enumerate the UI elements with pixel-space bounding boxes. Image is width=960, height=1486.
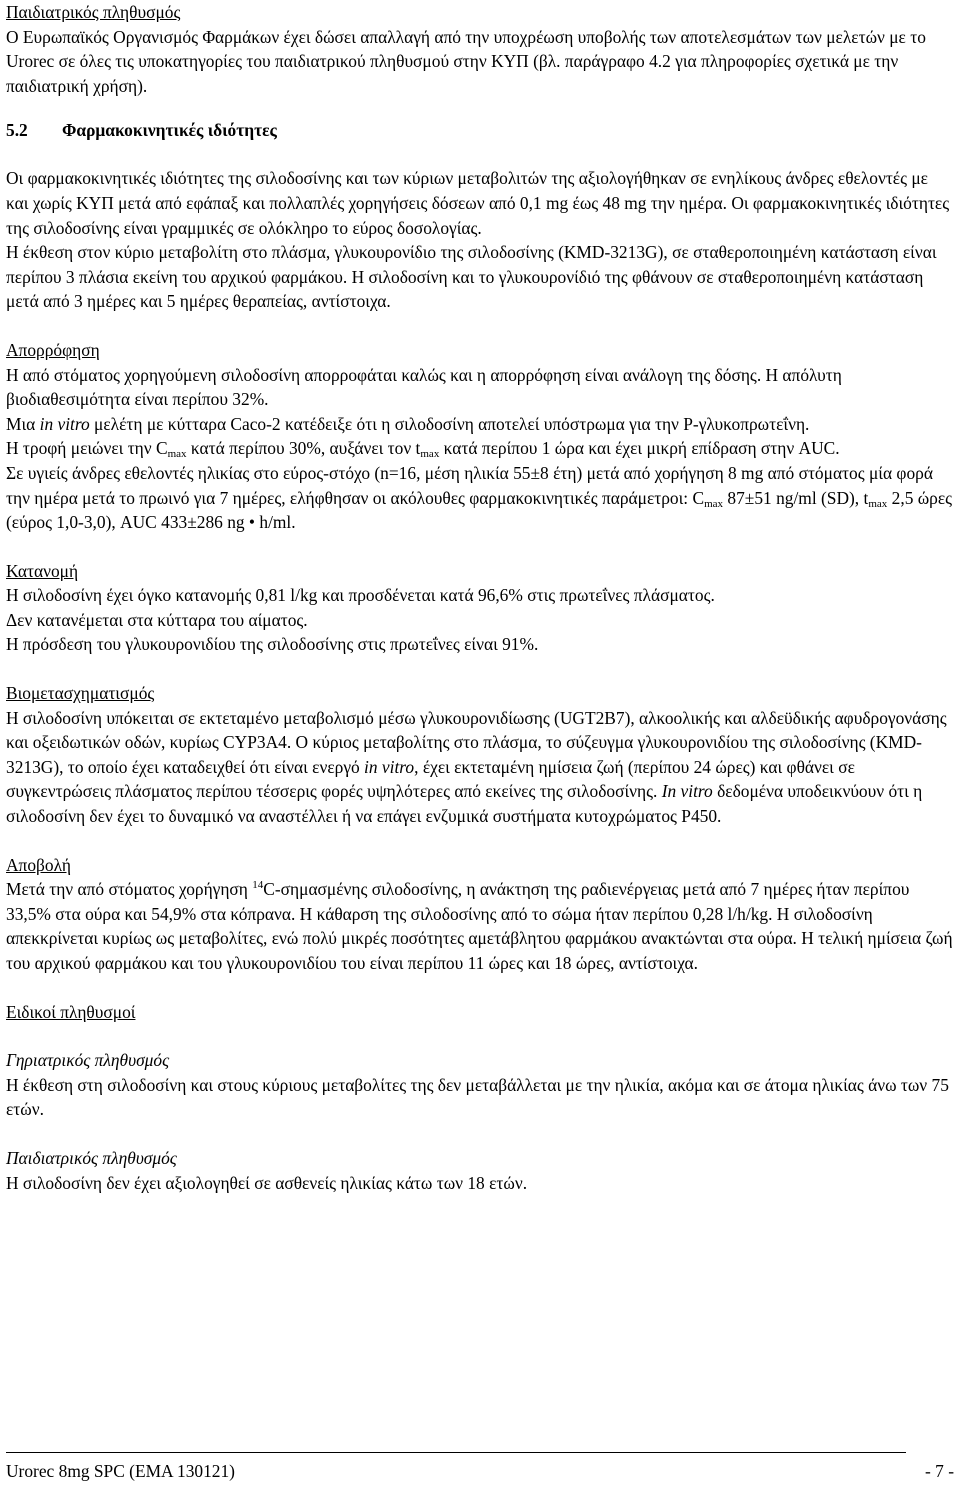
- distribution-heading: Κατανομή: [6, 560, 79, 581]
- distribution-line-1: Η σιλοδοσίνη έχει όγκο κατανομής 0,81 l/kg και προσδένεται κατά 96,6% στις πρωτεΐνες πλάσματος.: [6, 585, 715, 606]
- absorption-paragraph-3: Η τροφή μειώνει την $C_{max}$ κατά περίπου 30%, αυξάνει τον $t_{max}$ κατά περίπου 1 ώρα και έχει μικρή επίδραση στην AUC.: [6, 438, 840, 461]
- absorption-paragraph-2: Μια in vitro μελέτη με κύτταρα Caco-2 κατέδειξε ότι η σιλοδοσίνη αποτελεί υπόστρωμα για την P-γλυκοπρωτεΐνη.: [6, 413, 810, 434]
- pediatric-heading: Παιδιατρικός πληθυσμός: [6, 2, 181, 22]
- pk-exposure-paragraph: Η έκθεση στον κύριο μεταβολίτη στο πλάσμα, γλυκουρονίδιο της σιλοδοσίνης (KMD-3213G), σε σταθεροποιημένη κατάσταση είναι περίπου 3 πλάσια εκείνη του αρχικού φαρμάκου. Η σιλοδοσίνη και το γλυκουρονίδιό της φθάνουν σε σταθεροποιημένη κατάσταση μετά από 3 ημέρες και 5 ημέρες θεραπείας, αντίστοιχα.: [6, 242, 937, 312]
- pediatric-subparagraph: Η σιλοδοσίνη δεν έχει αξιολογηθεί σε ασθενείς ηλικίας κάτω των 18 ετών.: [6, 1172, 528, 1193]
- metabolism-heading: Βιομετασχηματισμός: [6, 683, 155, 704]
- page-footer: [6, 1459, 954, 1483]
- section-heading: [6, 118, 954, 142]
- pediatric-subheading: Παιδιατρικός πληθυσμός: [6, 1147, 177, 1168]
- elimination-heading: Αποβολή: [6, 854, 71, 875]
- absorption-heading: Απορρόφηση: [6, 339, 100, 360]
- pediatric-paragraph: Ο Ευρωπαϊκός Οργανισμός Φαρμάκων έχει δώσει απαλλαγή από την υποχρέωση υποβολής των αποτελεσμάτων των μελετών με το Urorec σε όλες τις υποκατηγορίες του παιδιατρικού πληθυσμού στην ΚΥΠ (βλ. παράγραφο 4.2 για πληροφορίες σχετικά με την παιδιατρική χρήση).: [6, 26, 926, 96]
- elderly-heading: Γηριατρικός πληθυσμός: [6, 1050, 170, 1071]
- distribution-line-3: Η πρόσδεση του γλυκουρονιδίου της σιλοδοσίνης στις πρωτεΐνες είναι 91%.: [6, 634, 539, 655]
- footer-document-id: Urorec 8mg SPC (EMA 130121): [6, 1461, 235, 1481]
- absorption-paragraph-1: Η από στόματος χορηγούμενη σιλοδοσίνη απορροφάται καλώς και η απορρόφηση είναι ανάλογη της δόσης. Η απόλυτη βιοδιαθεσιμότητα είναι περίπου 32%.: [6, 364, 842, 410]
- absorption-paragraph-4: Σε υγιείς άνδρες εθελοντές ηλικίας στο εύρος-στόχο (n=16, μέση ηλικία 55±8 έτη) μετά από χορήγηση 8 mg από στόματος μία φορά την ημέρα μετά το πρωινό για 7 ημέρες, ελήφθησαν οι ακόλουθες φαρμακοκινητικές παράμετροι: $C_{max}$ 87±51 ng/ml (SD), $t_{max}$ 2,5 ώρες (εύρος 1,0-3,0), AUC 433±286 ng • h/ml.: [6, 462, 953, 533]
- section-title: Φαρμακοκινητικές ιδιότητες: [62, 120, 277, 141]
- document-page: [6, 0, 954, 1195]
- elderly-paragraph: Η έκθεση στη σιλοδοσίνη και στους κύριους μεταβολίτες της δεν μεταβάλλεται με την ηλικία, ακόμα και σε άτομα ηλικίας άνω των 75 ετών.: [6, 1074, 949, 1120]
- pk-intro-paragraph: Οι φαρμακοκινητικές ιδιότητες της σιλοδοσίνης και των κύριων μεταβολιτών της αξιολογήθηκαν σε ενηλίκους άνδρες εθελοντές με και χωρίς ΚΥΠ μετά από εφάπαξ και πολλαπλές χορηγήσεις δόσεων από 0,1 mg έως 48 mg την ημέρα. Οι φαρμακοκινητικές ιδιότητες της σιλοδοσίνης είναι γραμμικές σε ολόκληρο το εύρος δοσολογίας.: [6, 168, 950, 238]
- section-number: 5.2: [6, 120, 28, 141]
- footer-divider: [6, 1452, 906, 1453]
- metabolism-paragraph: Η σιλοδοσίνη υπόκειται σε εκτεταμένο μεταβολισμό μέσω γλυκουρονιδίωσης (UGT2B7), αλκοολικής και αλδεϋδικής αφυδρογονάσης και οξειδωτικών οδών, κυρίως CYP3A4. Ο κύριος μεταβολίτης στο πλάσμα, το σύζευγμα γλυκουρονιδίου της σιλοδοσίνης (KMD-3213G), το οποίο έχει καταδειχθεί ότι είναι ενεργό in vitro, έχει εκτεταμένη ημίσεια ζωή (περίπου 24 ώρες) και φθάνει σε συγκεντρώσεις πλάσματος περίπου τέσσερις φορές υψηλότερες από εκείνες της σιλοδοσίνης. In vitro δεδομένα υποδεικνύουν ότι η σιλοδοσίνη δεν έχει το δυναμικό να αναστέλλει ή να επάγει ενζυμικά συστήματα κυτοχρώματος P450.: [6, 707, 947, 827]
- page-number: - 7 -: [925, 1461, 954, 1481]
- elimination-paragraph: Μετά την από στόματος χορήγηση $^{14}$C-σημασμένης σιλοδοσίνης, η ανάκτηση της ραδιενέργειας μετά από 7 ημέρες ήταν περίπου 33,5% στα ούρα και 54,9% στα κόπρανα. Η κάθαρση της σιλοδοσίνης από το σώμα ήταν περίπου 0,28 l/h/kg. Η σιλοδοσίνη απεκκρίνεται κυρίως ως μεταβολίτες, ενώ πολύ μικρές ποσότητες αμετάβλητου φαρμάκου ανακτώνται στα ούρα. Η τελική ημίσεια ζωή του αρχικού φαρμάκου και του γλυκουρονιδίου του είναι περίπου 11 ώρες και 18 ώρες, αντίστοιχα.: [6, 879, 953, 973]
- special-populations-heading: Ειδικοί πληθυσμοί: [6, 1001, 136, 1022]
- distribution-line-2: Δεν κατανέμεται στα κύτταρα του αίματος.: [6, 609, 308, 630]
